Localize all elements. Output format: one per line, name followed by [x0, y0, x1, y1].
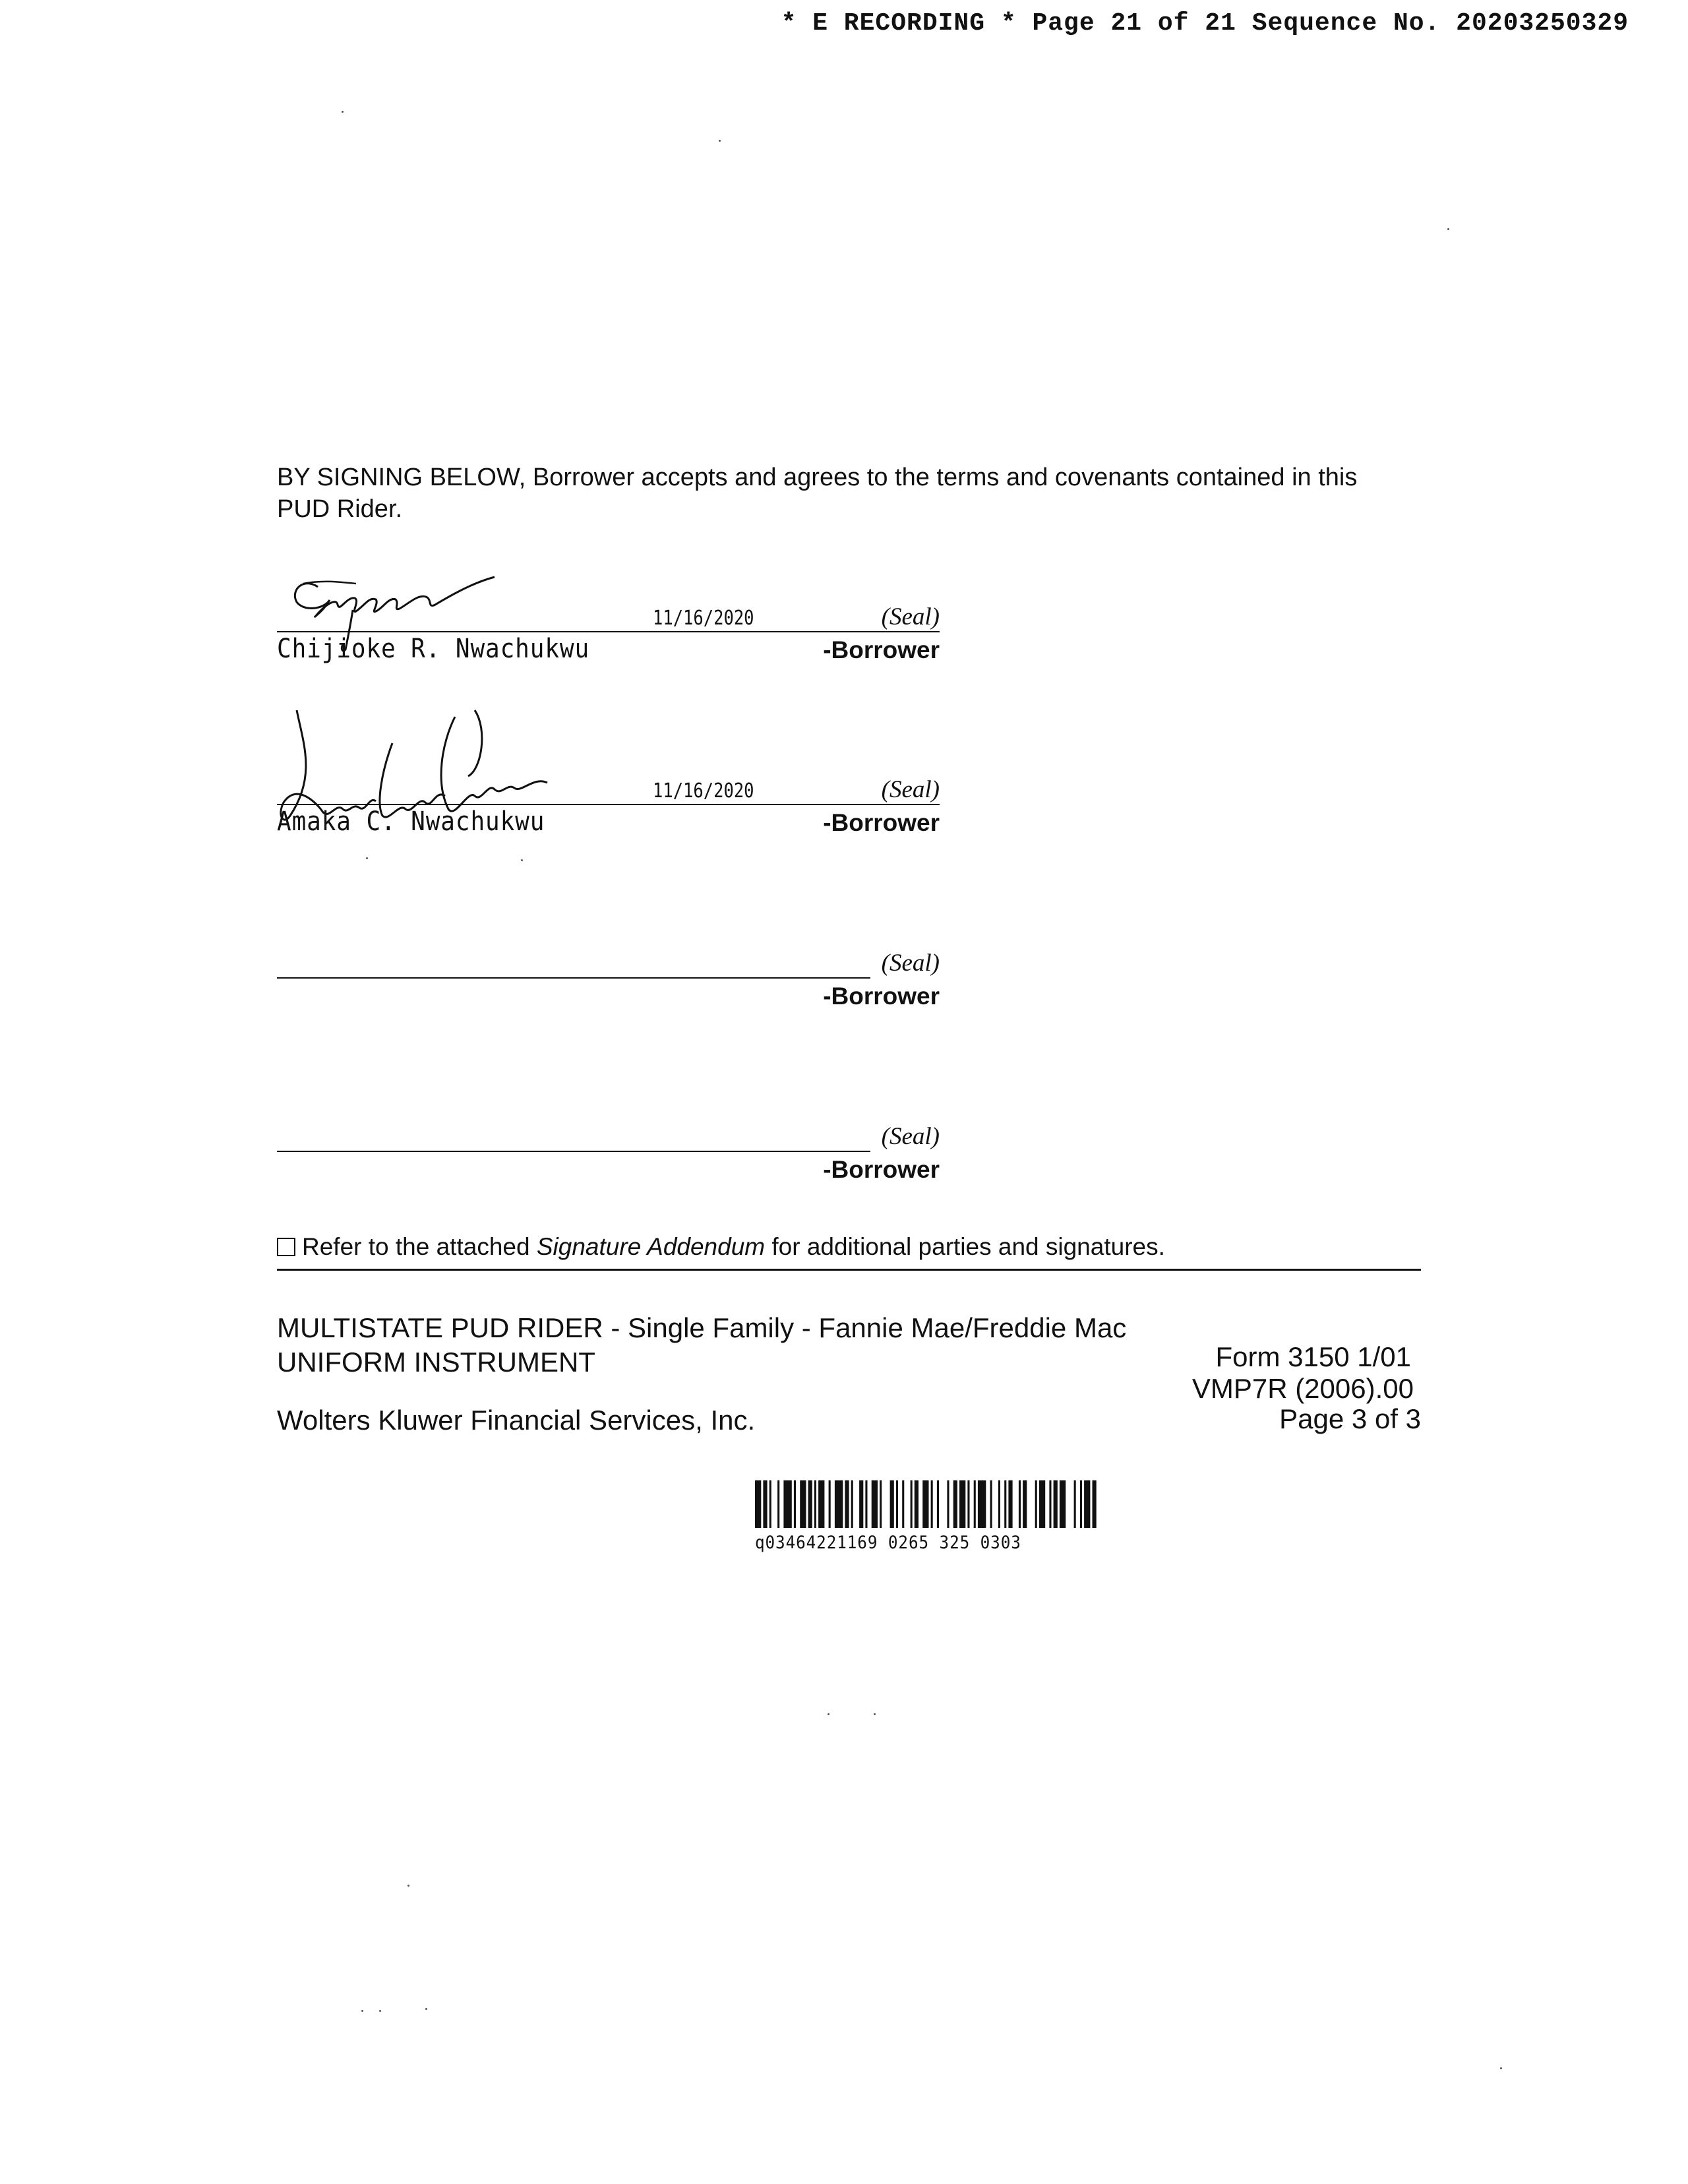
barcode-bar [1084, 1480, 1090, 1528]
form-publisher: Wolters Kluwer Financial Services, Inc. [277, 1405, 756, 1436]
scan-speck [425, 2008, 427, 2010]
barcode-bar [1074, 1480, 1076, 1528]
seal-label-4: (Seal) [881, 1123, 940, 1150]
form-title: MULTISTATE PUD RIDER - Single Family - Fannie Mae/Freddie Mac [277, 1312, 1127, 1343]
scan-speck [342, 111, 344, 113]
barcode-bar [1093, 1480, 1097, 1528]
seal-label-1: (Seal) [881, 603, 940, 630]
barcode-bar [1019, 1480, 1021, 1528]
form-vmp-code: VMP7R (2006).00 [1191, 1373, 1414, 1404]
signature-block-4 [277, 1090, 940, 1189]
acceptance-statement: BY SIGNING BELOW, Borrower accepts and agrees to the terms and covenants contained in this PUD Rider. [277, 464, 1358, 523]
barcode-bar [865, 1480, 867, 1528]
signature-addendum-note [277, 1233, 1421, 1271]
signature-block-2 [277, 743, 940, 842]
barcode-bar [911, 1480, 913, 1528]
barcode-bar [967, 1480, 969, 1528]
addendum-checkbox[interactable] [277, 1238, 295, 1256]
scan-speck [828, 1713, 829, 1715]
form-number: Form 3150 1/01 [1215, 1341, 1411, 1372]
barcode-bar [896, 1480, 898, 1528]
borrower-label-2: -Borrower [823, 809, 940, 836]
scan-speck [1447, 228, 1449, 230]
addendum-emphasis: Signature Addendum [536, 1233, 766, 1260]
barcode-bar [769, 1480, 771, 1528]
barcode-bar [953, 1480, 957, 1528]
scan-speck [719, 140, 721, 142]
barcode-bar [859, 1480, 863, 1528]
barcode-bar [851, 1480, 853, 1528]
borrower-label-1: -Borrower [823, 636, 940, 663]
barcode-bar [890, 1480, 894, 1528]
barcode-bar [763, 1480, 767, 1528]
scan-speck [521, 859, 523, 861]
seal-label-2: (Seal) [881, 776, 940, 803]
barcode-bar [959, 1480, 965, 1528]
recording-stamp: * E RECORDING * Page 21 of 21 Sequence No. 20203250329 [781, 9, 1629, 38]
barcode-bar [880, 1480, 882, 1528]
scan-speck [1500, 2067, 1502, 2069]
barcode-bar [794, 1480, 796, 1528]
barcode-bar [902, 1480, 904, 1528]
barcode-bar [937, 1480, 939, 1528]
signature-block-1 [277, 570, 940, 669]
barcode-bar [800, 1480, 806, 1528]
scan-speck [361, 2010, 363, 2012]
borrower-label-4: -Borrower [823, 1156, 940, 1183]
barcode-bar [845, 1480, 849, 1528]
barcode-bar [755, 1480, 761, 1528]
barcode-bar [1008, 1480, 1012, 1528]
signature-date-1: 11/16/2020 [653, 607, 754, 630]
barcode-bar [818, 1480, 824, 1528]
barcode-bar [998, 1480, 1000, 1528]
barcode-bar [1035, 1480, 1037, 1528]
barcode-bar [978, 1480, 986, 1528]
barcode-bar [947, 1480, 949, 1528]
barcode-bar [931, 1480, 933, 1528]
document-barcode [755, 1480, 1203, 1553]
barcode-bar [829, 1480, 831, 1528]
barcode-bar [777, 1480, 779, 1528]
barcode-bar [814, 1480, 816, 1528]
barcode-bar [783, 1480, 791, 1528]
barcode-bar [915, 1480, 919, 1528]
barcode-bar [1023, 1480, 1027, 1528]
scan-speck [379, 2010, 381, 2012]
addendum-suffix: for additional parties and signatures. [765, 1233, 1165, 1260]
barcode-bar [1039, 1480, 1045, 1528]
scan-speck [874, 1713, 876, 1715]
barcode-bar [835, 1480, 843, 1528]
form-instrument: UNIFORM INSTRUMENT [277, 1347, 595, 1378]
barcode-bars [755, 1480, 1203, 1528]
addendum-prefix: Refer to the attached [302, 1233, 537, 1260]
barcode-bar [1049, 1480, 1051, 1528]
signature-date-2: 11/16/2020 [653, 779, 754, 803]
scan-speck [366, 857, 368, 859]
barcode-bar [1080, 1480, 1082, 1528]
seal-label-3: (Seal) [881, 950, 940, 977]
barcode-bar [808, 1480, 812, 1528]
barcode-bar [990, 1480, 992, 1528]
barcode-bar [872, 1480, 878, 1528]
signature-block-3 [277, 917, 940, 1016]
borrower-name-2: Amaka C. Nwachukwu [277, 806, 545, 837]
barcode-digits: q03464221169 0265 325 0303 [755, 1532, 1021, 1553]
barcode-bar [1004, 1480, 1006, 1528]
barcode-bar [974, 1480, 976, 1528]
borrower-name-1: Chijioke R. Nwachukwu [277, 634, 590, 664]
barcode-bar [922, 1480, 928, 1528]
barcode-bar [1054, 1480, 1058, 1528]
scan-speck [407, 1885, 409, 1887]
borrower-label-3: -Borrower [823, 983, 940, 1010]
barcode-bar [1060, 1480, 1066, 1528]
form-page-number: Page 3 of 3 [1279, 1403, 1421, 1434]
